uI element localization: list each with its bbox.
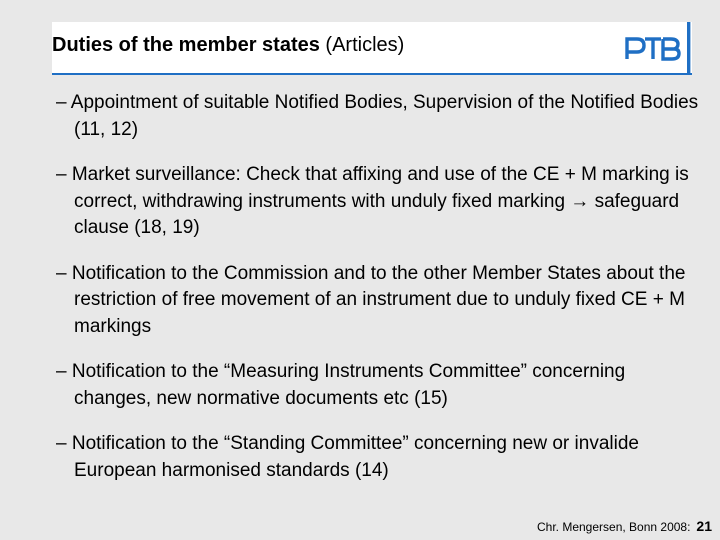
- page-number: 21: [696, 518, 712, 534]
- footer-credit: Chr. Mengersen, Bonn 2008:: [536, 520, 691, 534]
- title-bold: Duties of the member states: [52, 34, 320, 56]
- bullet-list: [56, 90, 706, 503]
- list-item: – Notification to the “Standing Committee” concerning new or invalide European harmonised standards (14): [56, 433, 639, 481]
- list-item: – Appointment of suitable Notified Bodies, Supervision of the Notified Bodies (11, 12): [56, 92, 699, 140]
- title-rest: (Articles): [319, 34, 405, 56]
- list-item: – Market surveillance: Check that affixing and use of the CE + M marking is correct, withdrawing instruments with unduly fixed marking → safeguard clause (18, 19): [56, 164, 689, 238]
- list-item: – Notification to the Commission and to the other Member States about the restriction of free movement of an instrument due to unduly fixed CE + M markings: [56, 262, 686, 337]
- title-underline: [52, 73, 692, 75]
- ptb-logo: [620, 22, 692, 74]
- list-item: – Notification to the “Measuring Instruments Committee” concerning changes, new normative documents etc (15): [56, 361, 626, 409]
- slide-title: [52, 34, 404, 57]
- slide-footer: [537, 518, 712, 534]
